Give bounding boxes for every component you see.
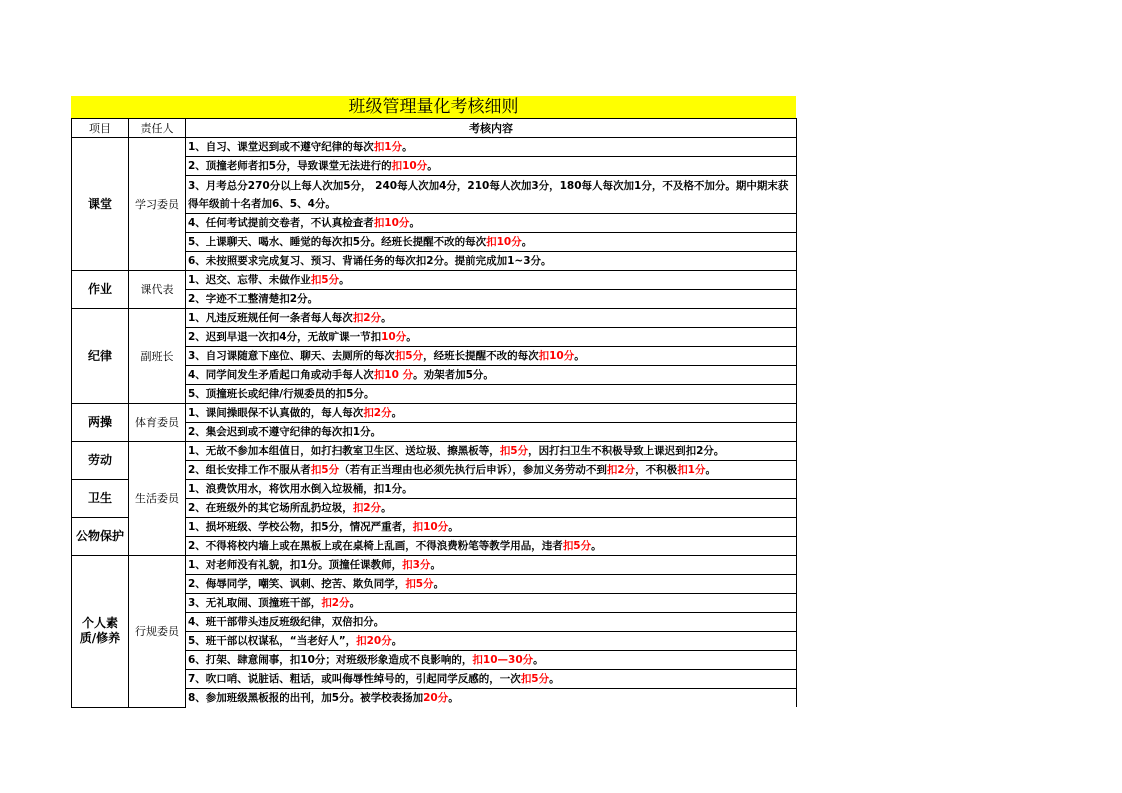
rule-text-segment: 1、对老师没有礼貌，扣1分。顶撞任课教师， — [188, 558, 403, 571]
rule-text-segment: 。 — [349, 596, 361, 609]
rule-text-segment: 8、参加班级黑板报的出刊，加5分。被学校表扬加 — [188, 691, 424, 704]
rule-text-segment: ，经班长提醒不改的每次 — [423, 349, 539, 362]
penalty-highlight: 扣2分 — [352, 501, 382, 514]
table-row — [72, 138, 797, 157]
rule-text-segment: 。 — [339, 273, 350, 286]
rule-text — [186, 214, 797, 233]
rule-text — [186, 556, 797, 575]
rule-text-segment: 6、打架、肆意闹事，扣10分；对班级形象造成不良影响的， — [188, 653, 473, 666]
rule-text-segment: 1、损坏班级、学校公物，扣5分，情况严重者， — [188, 520, 413, 533]
penalty-highlight: 10分 — [381, 330, 407, 343]
penalty-highlight: 扣3分 — [402, 558, 431, 571]
penalty-highlight: 扣10分 — [486, 235, 522, 248]
rule-text-segment: 5、上课聊天、喝水、睡觉的每次扣5分。经班长提醒不改的每次 — [188, 235, 487, 248]
rule-text-segment: 7、吹口哨、说脏话、粗话，或叫侮辱性绰号的，引起同学反感的，一次 — [188, 672, 521, 685]
responsible-suyang: 行规委员 — [129, 556, 186, 708]
penalty-highlight: 扣2分 — [363, 406, 392, 419]
rule-text-segment: 1、凡违反班规任何一条者每人每次 — [188, 311, 353, 324]
assessment-sheet — [71, 96, 796, 708]
penalty-highlight: 扣2分 — [352, 311, 382, 324]
rule-text — [186, 480, 797, 499]
penalty-highlight: 扣5分 — [499, 444, 529, 457]
penalty-highlight: 扣10分 — [373, 216, 410, 229]
rule-text-segment: 。 — [430, 558, 441, 571]
rule-text-segment: 2、在班级外的其它场所乱扔垃圾， — [188, 501, 353, 514]
header-responsible: 责任人 — [129, 119, 186, 138]
rule-text-segment: 。 — [402, 140, 413, 153]
category-jilv: 纪律 — [72, 309, 129, 404]
penalty-highlight: 扣5分 — [405, 577, 434, 590]
rule-text — [186, 138, 797, 157]
penalty-highlight: 扣5分 — [310, 463, 340, 476]
rule-text-segment: 。 — [574, 349, 585, 362]
penalty-highlight: 20分 — [423, 691, 449, 704]
responsible-ketang: 学习委员 — [129, 138, 186, 271]
rule-text-segment: 。 — [391, 634, 403, 647]
rule-text-segment: 。 — [521, 235, 533, 248]
rule-text — [186, 252, 797, 271]
category-gongwu: 公物保护 — [72, 518, 129, 556]
rule-text-segment: 1、浪费饮用水，将饮用水倒入垃圾桶，扣1分。 — [188, 482, 413, 495]
rule-text — [186, 442, 797, 461]
rule-text-segment: 2、侮辱同学，嘲笑、讽刺、挖苦、欺负同学， — [188, 577, 406, 590]
penalty-highlight: 扣1分 — [677, 463, 706, 476]
rule-text-segment: 。 — [409, 216, 420, 229]
rule-text-segment: ，不积极 — [635, 463, 678, 476]
rule-text — [186, 347, 797, 366]
rule-text-segment: 1、无故不参加本组值日，如打扫教室卫生区、送垃圾、擦黑板等， — [188, 444, 500, 457]
rule-text — [186, 689, 797, 708]
header-item: 项目 — [72, 119, 129, 138]
rule-text — [186, 157, 797, 176]
responsible-liangcao: 体育委员 — [129, 404, 186, 442]
rule-text — [186, 670, 797, 689]
rule-text — [186, 537, 797, 556]
category-liangcao: 两操 — [72, 404, 129, 442]
rule-text — [186, 423, 797, 442]
rule-text-segment: 2、顶撞老师者扣5分，导致课堂无法进行的 — [188, 159, 392, 172]
penalty-highlight: 扣2分 — [321, 596, 350, 609]
rule-text — [186, 233, 797, 252]
rule-text-segment: 4、同学间发生矛盾起口角或动手每人次 — [188, 368, 374, 381]
table-row — [72, 404, 797, 423]
rule-text-segment: 2、不得将校内墙上或在黑板上或在桌椅上乱画，不得浪费粉笔等教学用品，违者 — [188, 539, 563, 552]
rule-text-segment: （若有正当理由也必须先执行后申诉），参加义务劳动不到 — [339, 463, 607, 476]
rule-text-segment: 。劝架者加5分。 — [413, 368, 494, 381]
rule-text — [186, 404, 797, 423]
rule-text — [186, 461, 797, 480]
table-row — [72, 309, 797, 328]
rule-text — [186, 290, 797, 309]
rule-text-segment: 3、无礼取闹、顶撞班干部， — [188, 596, 322, 609]
rule-text-segment: 4、班干部带头违反班级纪律，双倍扣分。 — [188, 615, 385, 628]
rule-text-segment: 1、课间操眼保不认真做的，每人每次 — [188, 406, 364, 419]
rule-text-segment: 2、集会迟到或不遵守纪律的每次扣1分。 — [188, 425, 382, 438]
rule-text — [186, 499, 797, 518]
responsible-jilv: 副班长 — [129, 309, 186, 404]
category-ketang: 课堂 — [72, 138, 129, 271]
rule-text-segment: 1、自习、课堂迟到或不遵守纪律的每次 — [188, 140, 374, 153]
rule-text-segment: 。 — [591, 539, 602, 552]
penalty-highlight: 扣10分 — [391, 159, 428, 172]
rule-text-segment: 。 — [549, 672, 560, 685]
rule-text-segment: 。 — [391, 406, 403, 419]
rule-text-segment: 。 — [427, 159, 438, 172]
rule-text-segment: 。 — [705, 463, 716, 476]
rule-text-segment: 3、自习课随意下座位、聊天、去厕所的每次 — [188, 349, 395, 362]
header-row — [72, 119, 797, 138]
rule-text-segment: 5、班干部以权谋私，“当老好人”， — [188, 634, 357, 647]
rule-text-segment: 4、任何考试提前交卷者，不认真检查者 — [188, 216, 374, 229]
table-row — [72, 442, 797, 461]
rule-text — [186, 613, 797, 632]
rule-text-segment: 3、月考总分270分以上每人次加5分， 240每人次加4分，210每人次加3分，180每人每次加1分，不及格不加分。期中期末获得年级前十名者加6、5、4分。 — [188, 179, 789, 210]
rule-text-segment: ，因打扫卫生不积极导致上课迟到扣2分。 — [528, 444, 725, 457]
responsible-zuoye: 课代表 — [129, 271, 186, 309]
penalty-highlight: 扣10—30分 — [472, 653, 534, 666]
rule-text — [186, 651, 797, 670]
table-row — [72, 271, 797, 290]
rule-text-segment: 6、未按照要求完成复习、预习、背诵任务的每次扣2分。提前完成加1~3分。 — [188, 254, 552, 267]
penalty-highlight: 扣20分 — [356, 634, 392, 647]
rule-text — [186, 385, 797, 404]
rule-text-segment: 2、字迹不工整清楚扣2分。 — [188, 292, 319, 305]
penalty-highlight: 扣5分 — [562, 539, 592, 552]
penalty-highlight: 扣5分 — [520, 672, 550, 685]
rule-text — [186, 632, 797, 651]
rule-text-segment: 5、顶撞班长或纪律/行规委员的扣5分。 — [188, 387, 375, 400]
assessment-table — [71, 118, 797, 708]
penalty-highlight: 扣1分 — [373, 140, 403, 153]
penalty-highlight: 扣5分 — [394, 349, 424, 362]
rule-text-segment: 2、组长安排工作不服从者 — [188, 463, 311, 476]
rule-text — [186, 575, 797, 594]
rule-text-segment: 。 — [381, 501, 392, 514]
category-weisheng: 卫生 — [72, 480, 129, 518]
rule-text — [186, 328, 797, 347]
rule-text-segment: 。 — [448, 691, 459, 704]
category-suyang: 个人素质/修养 — [72, 556, 129, 708]
category-laodong: 劳动 — [72, 442, 129, 480]
rule-text — [186, 271, 797, 290]
penalty-highlight: 扣10分 — [412, 520, 449, 533]
rule-text-segment: 。 — [381, 311, 392, 324]
rule-text-segment: 。 — [406, 330, 417, 343]
rule-text — [186, 594, 797, 613]
rule-text — [186, 309, 797, 328]
penalty-highlight: 扣5分 — [310, 273, 340, 286]
rule-text — [186, 518, 797, 537]
rule-text — [186, 176, 797, 214]
sheet-title: 班级管理量化考核细则 — [71, 96, 796, 118]
rule-text-segment: 。 — [533, 653, 544, 666]
table-row — [72, 556, 797, 575]
rule-text-segment: 。 — [433, 577, 445, 590]
rule-text-segment: 。 — [448, 520, 459, 533]
category-zuoye: 作业 — [72, 271, 129, 309]
rule-text-segment: 2、迟到早退一次扣4分，无故旷课一节扣 — [188, 330, 382, 343]
rule-text-segment: 1、迟交、忘带、未做作业 — [188, 273, 311, 286]
header-content: 考核内容 — [186, 119, 797, 138]
rule-text — [186, 366, 797, 385]
responsible-laodong: 生活委员 — [129, 442, 186, 556]
penalty-highlight: 扣2分 — [606, 463, 636, 476]
penalty-highlight: 扣10分 — [538, 349, 575, 362]
penalty-highlight: 扣10 分 — [373, 368, 414, 381]
